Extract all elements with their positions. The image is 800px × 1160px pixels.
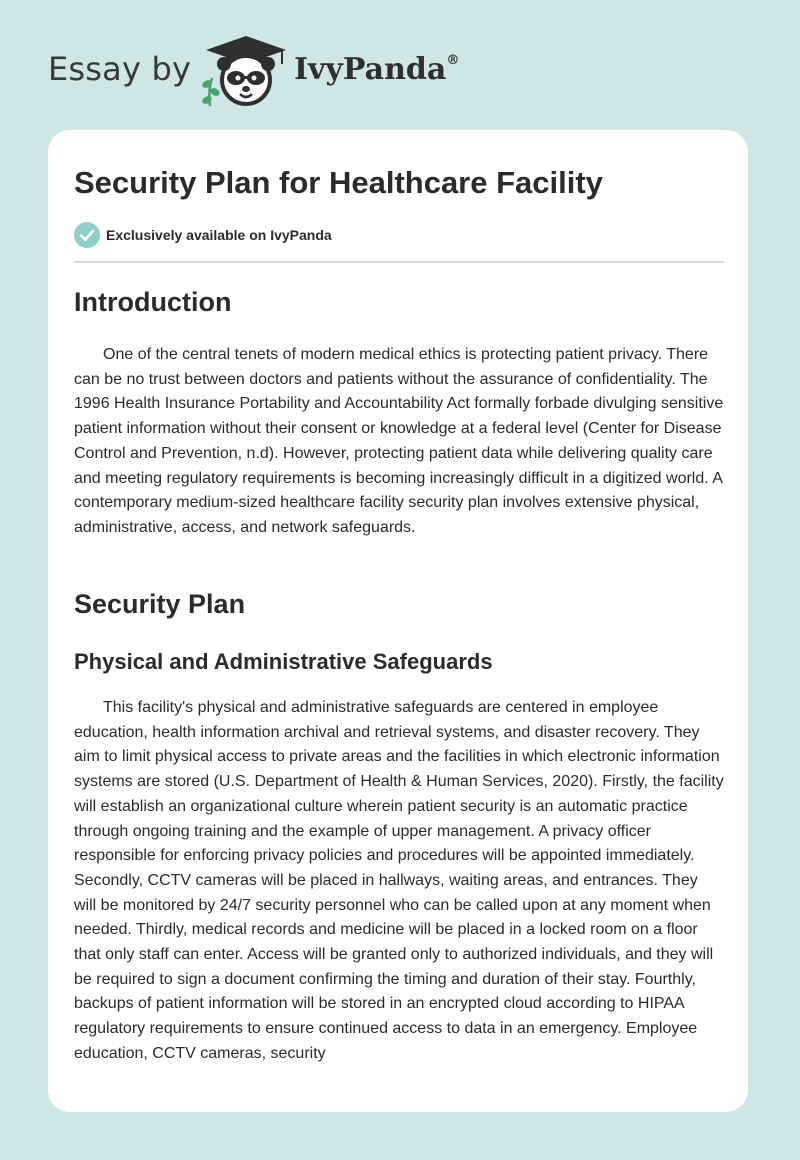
registered-mark: ®	[446, 53, 460, 68]
title-divider	[74, 261, 724, 263]
paragraph-introduction: One of the central tenets of modern medical ethics is protecting patient privacy. There can be no trust between doctors and patients without the assurance of confidentiality. The 1996 Health Insurance Portability and Accountability Act formally forbade divulging sensitive patient information without their consent or knowledge at a federal level (Center for Disease Control and Prevention, n.d). However, protecting patient data while delivering quality care and meeting regulatory requirements is becoming increasingly difficult in a digitized world. A contemporary medium-sized healthcare facility security plan involves extensive physical, administrative, access, and network safeguards.	[74, 346, 724, 536]
paragraph-physical-administrative-safeguards: This facility's physical and administrative safeguards are centered in employee education, health information archival and retrieval systems, and disaster recovery. They aim to limit physical access to private areas and the facilities in which electronic information systems are stored (U.S. Department of Health & Human Services, 2020). Firstly, the facility will establish an organizational culture wherein patient security is an automatic practice through ongoing training and the example of upper management. A privacy officer responsible for enforcing privacy policies and procedures will be appointed immediately. Secondly, CCTV cameras will be placed in hallways, waiting areas, and entrances. They will be monitored by 24/7 security personnel who can be called upon at any moment when needed. Thirdly, medical records and medicine will be placed in a locked room on a floor that only staff can enter. Access will be granted only to authorized individuals, and they will be required to sign a document confirming the timing and duration of their stay. Fourthly, backups of patient information will be stored in an encrypted cloud according to HIPAA regulatory requirements to ensure continued access to data in an emergency. Employee education, CCTV cameras, security	[74, 699, 724, 1062]
article-card	[48, 130, 748, 1112]
brand-name: IvyPanda®	[294, 52, 460, 87]
exclusive-badge	[74, 222, 474, 248]
brand-prefix: Essay by	[48, 50, 192, 88]
check-circle-icon	[74, 222, 100, 248]
heading-physical-administrative-safeguards: Physical and Administrative Safeguards	[74, 649, 493, 674]
article-title: Security Plan for Healthcare Facility	[74, 165, 603, 200]
heading-security-plan: Security Plan	[74, 589, 246, 619]
heading-introduction: Introduction	[74, 287, 232, 317]
exclusive-badge-label: Exclusively available on IvyPanda	[106, 227, 332, 243]
panda-logo-icon	[198, 34, 294, 110]
site-brand[interactable]	[48, 34, 508, 110]
